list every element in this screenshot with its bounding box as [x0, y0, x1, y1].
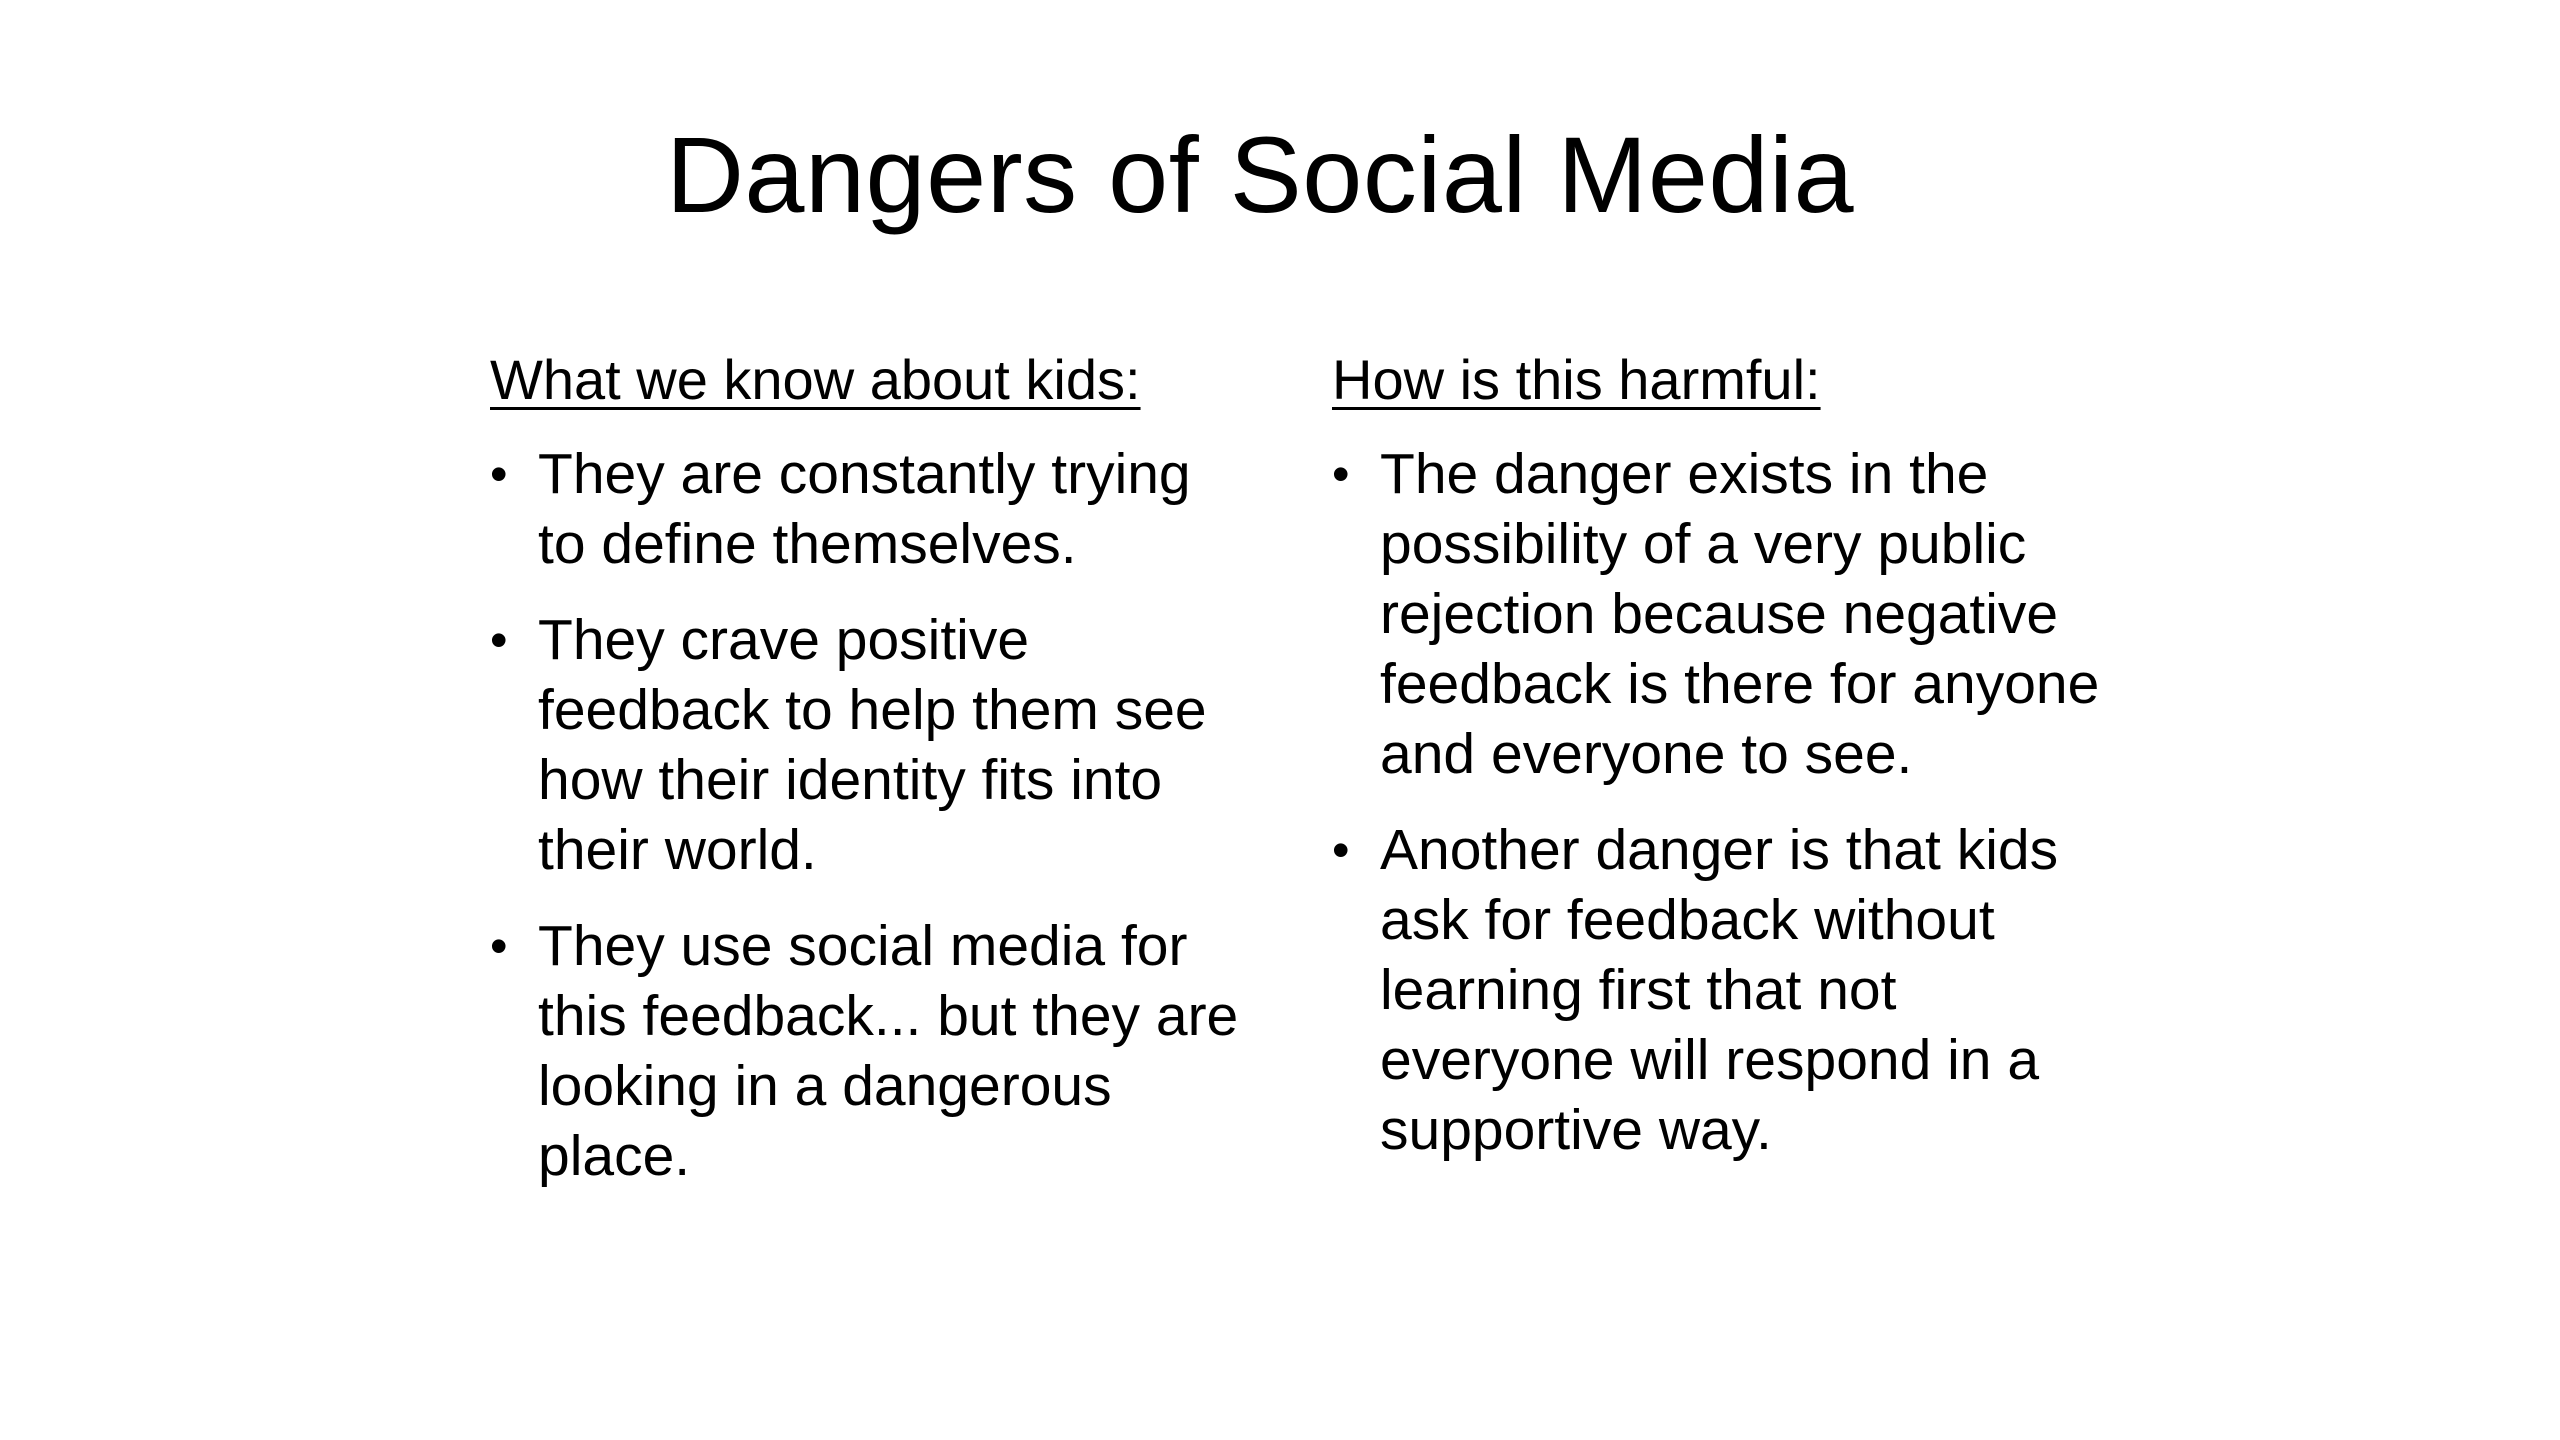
right-bullet-text: Another danger is that kids ask for feedback without learning first that not everyone will respond in a supportive way. [1380, 818, 2059, 1162]
right-bullet-list [1332, 439, 2112, 1165]
bullet-icon: • [490, 612, 508, 668]
left-column-heading: What we know about kids: [490, 348, 1141, 411]
left-bullet-item [490, 439, 1250, 579]
bullet-icon: • [490, 446, 508, 502]
left-bullet-item [490, 605, 1250, 885]
right-bullet-item [1332, 815, 2112, 1165]
left-bullet-list [490, 439, 1250, 1191]
right-bullet-item [1332, 439, 2112, 789]
left-bullet-text: They crave positive feedback to help them see how their identity fits into their world. [538, 608, 1207, 882]
bullet-icon: • [1332, 446, 1350, 502]
right-column-heading: How is this harmful: [1332, 348, 1821, 411]
right-bullet-text: The danger exists in the possibility of a very public rejection because negative feedback is there for anyone and everyone to see. [1380, 442, 2100, 786]
slide-title: Dangers of Social Media [665, 114, 1855, 235]
left-bullet-text: They are constantly trying to define themselves. [538, 442, 1191, 576]
left-bullet-text: They use social media for this feedback... but they are looking in a dangerous place. [538, 914, 1239, 1188]
right-column [1332, 345, 2112, 1191]
left-column [490, 345, 1250, 1217]
bullet-icon: • [1332, 822, 1350, 878]
bullet-icon: • [490, 918, 508, 974]
left-bullet-item [490, 911, 1250, 1191]
